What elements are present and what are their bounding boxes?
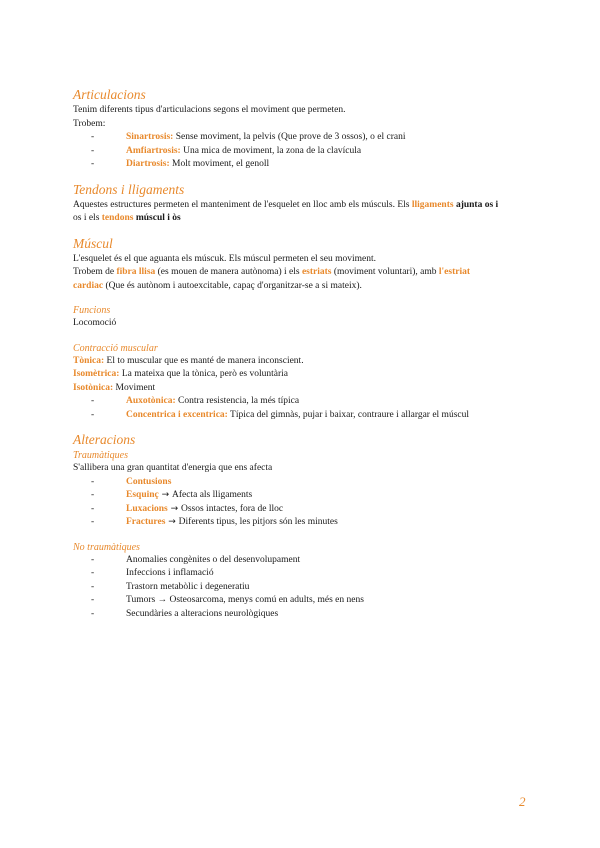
item-text: Tumors → Osteosarcoma, menys comú en adults, més en nens bbox=[126, 595, 364, 605]
arrow-right-icon: → bbox=[158, 490, 173, 500]
list-item bbox=[91, 158, 533, 172]
section-muscul bbox=[73, 235, 533, 294]
contraccio-isometrica bbox=[73, 368, 533, 382]
heading-funcions: Funcions bbox=[73, 305, 111, 316]
dash-bullet: - bbox=[91, 409, 95, 420]
term: Tònica: bbox=[73, 355, 105, 366]
text: Aquestes estructures permeten el manteniment de l'esquelet en lloc amb els músculs. Els bbox=[73, 199, 412, 210]
term-text: Afecta als lligaments bbox=[172, 490, 253, 500]
term: Diartrosis: bbox=[126, 159, 170, 169]
term-estriats: estriats bbox=[301, 267, 332, 277]
term-text: Típica del gimnàs, pujar i baixar, contraure i allargar el múscul bbox=[227, 409, 469, 420]
list-item bbox=[91, 594, 533, 608]
term-text: Una mica de moviment, la zona de la clavícula bbox=[180, 145, 362, 156]
list-item bbox=[91, 503, 533, 517]
list-item bbox=[91, 554, 533, 568]
term: Contusions bbox=[126, 476, 172, 487]
list-item bbox=[91, 145, 533, 159]
articulacions-list bbox=[73, 131, 533, 172]
heading-tendons: Tendons i lligaments bbox=[73, 181, 185, 197]
term-tendons: tendons bbox=[101, 213, 134, 223]
text: (es mouen de manera autònoma) i els bbox=[155, 267, 302, 277]
heading-articulacions: Articulacions bbox=[73, 87, 146, 102]
list-item bbox=[91, 395, 533, 409]
term-cardiac: cardiac bbox=[73, 280, 104, 291]
dash-bullet: - bbox=[91, 396, 95, 406]
term-text: La mateixa que la tònica, però es voluntària bbox=[119, 369, 288, 379]
term: Isomètrica: bbox=[73, 369, 120, 379]
term: Concentrica i excentrica: bbox=[126, 409, 228, 420]
section-funcions bbox=[73, 304, 533, 331]
bold-text: múscul i òs bbox=[133, 213, 181, 223]
arrow-right-icon: → bbox=[167, 503, 181, 514]
section-alteracions bbox=[73, 431, 533, 621]
item-text: Anomalies congènites o del desenvolupament bbox=[126, 554, 301, 565]
dash-bullet: - bbox=[91, 517, 95, 527]
term-text: Diferents tipus, les pitjors són les minutes bbox=[178, 517, 338, 527]
list-item bbox=[91, 489, 533, 503]
section-tendons bbox=[73, 181, 533, 226]
heading-traumatiques: Traumàtiques bbox=[73, 450, 129, 461]
term-text: Moviment bbox=[113, 382, 156, 393]
heading-muscul: Múscul bbox=[73, 235, 113, 251]
term-lligaments: lligaments bbox=[411, 199, 454, 210]
term-text: Molt moviment, el genoll bbox=[169, 159, 270, 169]
page-number: 2 bbox=[519, 794, 526, 809]
dash-bullet: - bbox=[91, 132, 95, 142]
term: Sinartrosis: bbox=[126, 132, 174, 142]
section-contraccio bbox=[73, 342, 533, 423]
list-item bbox=[91, 581, 533, 595]
arrow-right-icon: → bbox=[165, 517, 179, 527]
contraccio-isotonica bbox=[73, 382, 533, 396]
list-item bbox=[91, 131, 533, 145]
heading-alteracions: Alteracions bbox=[73, 432, 136, 447]
dash-bullet: - bbox=[91, 608, 95, 619]
articulacions-intro: Tenim diferents tipus d'articulacions segons el moviment que permeten. bbox=[73, 105, 346, 115]
isotonica-list bbox=[73, 395, 533, 422]
text: os i els bbox=[73, 213, 102, 223]
list-item bbox=[91, 516, 533, 530]
bold-text: ajunta os i bbox=[453, 199, 499, 210]
term-text: Contra resistencia, la més típica bbox=[175, 396, 300, 406]
text: (moviment voluntari), amb bbox=[331, 267, 439, 277]
heading-contraccio: Contracció muscular bbox=[73, 342, 158, 354]
muscul-line1: L'esquelet és el que aguanta els múscuk. Els múscul permeten el seu moviment. bbox=[73, 253, 376, 264]
document-body bbox=[73, 86, 533, 621]
traumatiques-intro: S'allibera una gran quantitat d'energia que ens afecta bbox=[73, 463, 273, 473]
dash-bullet: - bbox=[91, 159, 95, 169]
text: Trobem de bbox=[73, 267, 117, 277]
heading-no-traumatiques: No traumàtiques bbox=[73, 541, 140, 553]
dash-bullet: - bbox=[91, 490, 95, 500]
tendons-paragraph bbox=[73, 199, 533, 226]
traumatiques-list bbox=[73, 476, 533, 530]
term: Auxotònica: bbox=[126, 396, 176, 406]
term-text: El to muscular que es manté de manera inconscient. bbox=[104, 355, 304, 366]
contraccio-tonica bbox=[73, 355, 533, 369]
funcions-text: Locomoció bbox=[73, 318, 117, 328]
item-text: Secundàries a alteracions neurològiques bbox=[126, 608, 279, 619]
dash-bullet: - bbox=[91, 145, 95, 156]
section-articulacions bbox=[73, 86, 533, 172]
dash-bullet: - bbox=[91, 554, 95, 565]
no-traumatiques-list bbox=[73, 554, 533, 622]
list-item bbox=[91, 476, 533, 490]
muscul-paragraph bbox=[73, 266, 533, 293]
term: Amfiartrosis: bbox=[126, 145, 181, 156]
dash-bullet: - bbox=[91, 581, 95, 592]
articulacions-trobem: Trobem: bbox=[73, 118, 106, 129]
term: Fractures bbox=[126, 517, 166, 527]
term-estriat: l'estriat bbox=[438, 267, 471, 277]
dash-bullet: - bbox=[91, 503, 95, 514]
list-item bbox=[91, 409, 533, 423]
list-item bbox=[91, 608, 533, 622]
term-text: Ossos intactes, fora de lloc bbox=[180, 503, 284, 514]
term: Luxacions bbox=[126, 503, 168, 514]
term: Isotònica: bbox=[73, 382, 114, 393]
dash-bullet: - bbox=[91, 568, 95, 578]
text: (Que és autònom i autoexcitable, capaç d'organitzar-se a si mateix). bbox=[103, 280, 362, 291]
term: Esquinç bbox=[126, 490, 159, 500]
item-text: Infeccions i inflamació bbox=[126, 568, 214, 578]
dash-bullet: - bbox=[91, 595, 95, 605]
dash-bullet: - bbox=[91, 476, 95, 487]
list-item bbox=[91, 567, 533, 581]
item-text: Trastorn metabòlic i degeneratiu bbox=[126, 581, 250, 592]
term-text: Sense moviment, la pelvis (Que prove de 3 ossos), o el crani bbox=[173, 132, 406, 142]
term-fibra-llisa: fibra llisa bbox=[116, 267, 156, 277]
